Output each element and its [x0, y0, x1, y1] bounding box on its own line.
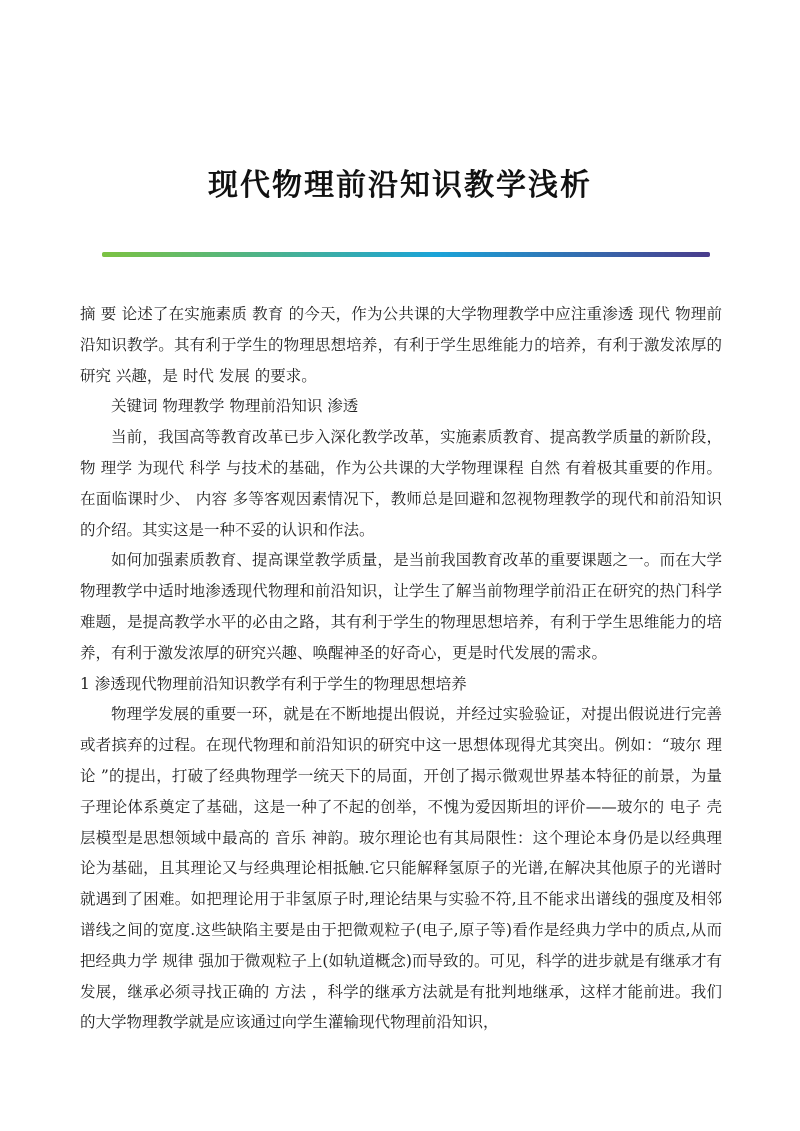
body-paragraph: 如何加强素质教育、提高课堂教学质量，是当前我国教育改革的重要课题之一。而在大学物理教学中适时地渗透现代物理和前沿知识，让学生了解当前物理学前沿正在研究的热门科学难题，是提高教学水平的必由之路，其有利于学生的物理思想培养，有利于学生思维能力的培养，有利于激发浓厚的研究兴趣、唤醒神圣的好奇心，更是时代发展的需求。 — [80, 551, 722, 662]
article-body — [80, 299, 722, 1038]
body-paragraph: 物理学发展的重要一环，就是在不断地提出假说，并经过实验验证，对提出假说进行完善或者摈弃的过程。在现代物理和前沿知识的研究中这一思想体现得尤其突出。例如：“玻尔 理论 ”的提出，打破了经典物理学一统天下的局面，开创了揭示微观世界基本特征的前景，为量子理论体系奠定了基础，这是一种了不起的创举，不愧为爱因斯坦的评价——玻尔的 电子 壳层模型是思想领域中最高的 音乐 神韵。玻尔理论也有其局限性：这个理论本身仍是以经典理论为基础，且其理论又与经典理论相抵触.它只能解释氢原子的光谱,在解决其他原子的光谱时就遇到了困难。如把理论用于非氢原子时,理论结果与实验不符,且不能求出谱线的强度及相邻谱线之间的宽度.这些缺陷主要是由于把微观粒子(电子,原子等)看作是经典力学中的质点,从而把经典力学 规律 强加于微观粒子上(如轨道概念)而导致的。可见，科学的进步就是有继承才有发展，继承必须寻找正确的 方法 ，科学的继承方法就是有批判地继承，这样才能前进。我们的大学物理教学就是应该通过向学生灌输现代物理前沿知识， — [80, 705, 722, 1032]
page-title: 现代物理前沿知识教学浅析 — [208, 168, 592, 203]
section-heading: 1 渗透现代物理前沿知识教学有利于学生的物理思想培养 — [80, 674, 467, 693]
body-paragraph: 当前，我国高等教育改革已步入深化教学改革，实施素质教育、提高教学质量的新阶段，物 理学 为现代 科学 与技术的基础，作为公共课的大学物理课程 自然 有着极其重要的作用。在面临课时少、 内容 多等客观因素情况下，教师总是回避和忽视物理教学的现代和前沿知识的介绍。其实这是一种不妥的认识和作法。 — [80, 428, 722, 539]
title-divider — [102, 252, 710, 257]
abstract-paragraph: 摘 要 论述了在实施素质 教育 的今天，作为公共课的大学物理教学中应注重渗透 现代 物理前沿知识教学。其有利于学生的物理思想培养，有利于学生思维能力的培养，有利于激发浓厚的 研究 兴趣，是 时代 发展 的要求。 — [80, 305, 722, 385]
keywords-line: 关键词 物理教学 物理前沿知识 渗透 — [111, 397, 359, 416]
